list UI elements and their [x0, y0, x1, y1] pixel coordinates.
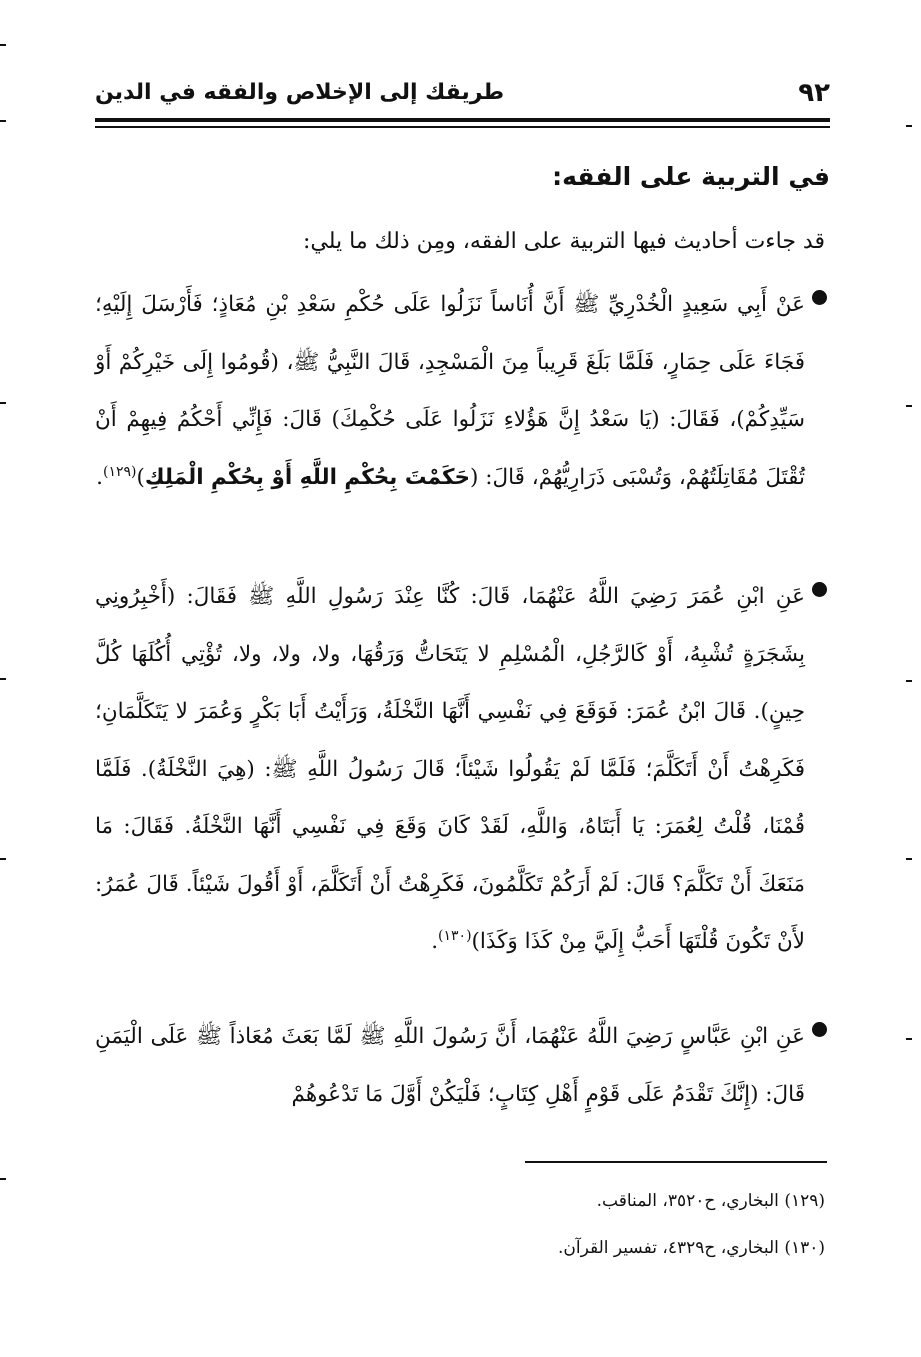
- footnote-separator: [525, 1161, 827, 1163]
- scan-mark: [906, 125, 912, 127]
- book-title: طريقك إلى الإخلاص والفقه في الدين: [95, 80, 505, 105]
- hadith-text: عَنِ ابْنِ عَبَّاسٍ رَضِيَ اللَّهُ عَنْهُمَا، أَنَّ رَسُولَ اللَّهِ ﷺ لَمَّا بَعَثَ مُعَاذاً ﷺ عَلَى الْيَمَنِ قَالَ: (إِنَّكَ تَقْدَمُ عَلَى قَوْمٍ أَهْلِ كِتَابٍ؛ فَلْيَكُنْ أَوَّلَ مَا تَدْعُوهُمْ: [95, 1024, 805, 1107]
- scan-mark: [0, 44, 6, 46]
- scan-mark: [906, 680, 912, 682]
- hadith-paragraph: [95, 1008, 805, 1123]
- scan-mark: [0, 120, 6, 122]
- scan-mark: [906, 1038, 912, 1040]
- header-rule-thin: [95, 126, 830, 128]
- hadith-text: عَنِ ابْنِ عُمَرَ رَضِيَ اللَّهُ عَنْهُمَا، قَالَ: كُنَّا عِنْدَ رَسُولِ اللَّهِ ﷺ فَقَالَ: (أَخْبِرُونِي بِشَجَرَةٍ تُشْبِهُ، أَوْ كَالرَّجُلِ، الْمُسْلِمِ لا يَتَحَاتُّ وَرَقُهَا، ولا، ولا، ولا، تُؤْتِي أُكُلَهَا كُلَّ حِينٍ). قَالَ ابْنُ عُمَرَ: فَوَقَعَ فِي نَفْسِي أَنَّهَا النَّخْلَةُ، وَرَأَيْتُ أَبَا بَكْرٍ وَعُمَرَ لا يَتَكَلَّمَانِ؛ فَكَرِهْتُ أَنْ أَتَكَلَّمَ؛ فَلَمَّا لَمْ يَقُولُوا شَيْئاً؛ قَالَ رَسُولُ اللَّهِ ﷺ: (هِيَ النَّخْلَةُ). فَلَمَّا قُمْنَا، قُلْتُ لِعُمَرَ: يَا أَبَتَاهُ، وَاللَّهِ، لَقَدْ كَانَ وَقَعَ فِي نَفْسِي أَنَّهَا النَّخْلَةُ. فَقَالَ: مَا مَنَعَكَ أَنْ تَكَلَّمَ؟ قَالَ: لَمْ أَرَكُمْ تَكَلَّمُونَ، فَكَرِهْتُ أَنْ أَتَكَلَّمَ، أَوْ أَقُولَ شَيْئاً. قَالَ عُمَرُ: لأَنْ تَكُونَ قُلْتَهَا أَحَبُّ إِلَيَّ مِنْ كَذَا وَكَذَا): [95, 584, 805, 954]
- hadith-paragraph: [95, 276, 805, 506]
- scan-mark: [0, 1178, 6, 1180]
- bullet-icon: [812, 290, 827, 305]
- hadith-end: .: [431, 929, 439, 954]
- hadith-text: عَنْ أَبِي سَعِيدٍ الْخُدْرِيِّ ﷺ أَنَّ أُنَاساً نَزَلُوا عَلَى حُكْمِ سَعْدِ بْنِ مُعَاذٍ؛ فَأَرْسَلَ إِلَيْهِ؛ فَجَاءَ عَلَى حِمَارٍ، فَلَمَّا بَلَغَ قَرِيباً مِنَ الْمَسْجِدِ، قَالَ النَّبِيُّ ﷺ، (قُومُوا إِلَى خَيْرِكُمْ أَوْ سَيِّدِكُمْ)، فَقَالَ: (يَا سَعْدُ إِنَّ هَؤُلاءِ نَزَلُوا عَلَى حُكْمِكَ) قَالَ: فَإِنِّي أَحْكُمُ فِيهِمْ أَنْ تُقْتَلَ مُقَاتِلَتُهُمْ، وَتُسْبَى ذَرَارِيُّهُمْ، قَالَ: (: [95, 292, 805, 490]
- page-header: [95, 78, 830, 114]
- scan-mark: [0, 678, 6, 680]
- footnote-reference: (١٢٩): [103, 463, 137, 480]
- hadith-paragraph: [95, 568, 805, 971]
- section-heading: في التربية على الفقه:: [552, 162, 830, 191]
- header-rule-thick: [95, 118, 830, 122]
- scan-mark: [0, 858, 6, 860]
- footnote: (١٣٠) البخاري، ح٤٣٢٩، تفسير القرآن.: [558, 1238, 825, 1258]
- intro-paragraph: قد جاءت أحاديث فيها التربية على الفقه، ومِن ذلك ما يلي:: [303, 229, 825, 254]
- scan-mark: [906, 405, 912, 407]
- footnote-reference: (١٣٠): [438, 927, 472, 944]
- scan-mark: [0, 402, 6, 404]
- hadith-closing: ): [136, 464, 145, 490]
- page-number: ٩٢: [798, 78, 830, 108]
- bullet-icon: [812, 582, 827, 597]
- scan-mark: [906, 858, 912, 860]
- footnote: (١٢٩) البخاري، ح٣٥٢٠، المناقب.: [596, 1191, 825, 1211]
- hadith-emphasis: حَكَمْتَ بِحُكْمِ اللَّهِ أَوْ بِحُكْمِ الْمَلِكِ: [144, 464, 471, 490]
- bullet-icon: [812, 1022, 827, 1037]
- hadith-end: .: [96, 464, 104, 490]
